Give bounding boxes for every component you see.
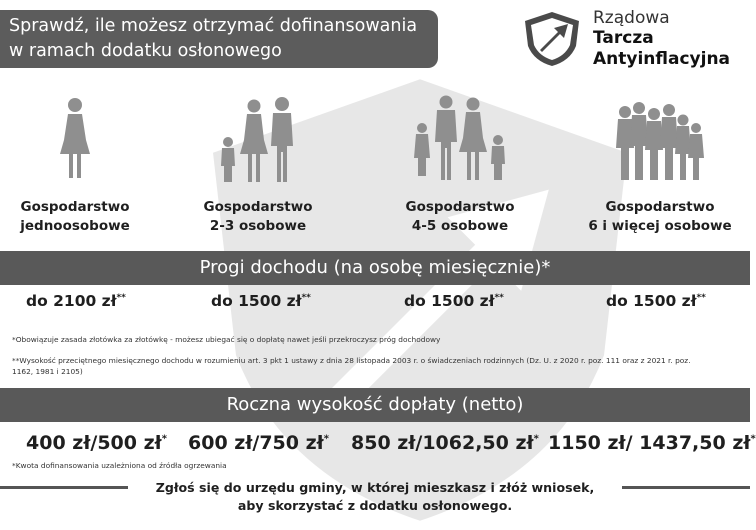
threshold-3-marker: ** (494, 292, 504, 303)
threshold-2-value: do 1500 zł (211, 292, 302, 310)
logo-line-3: Antyinflacyjna (593, 49, 731, 69)
family-large-icon (615, 96, 705, 184)
page-title-line-2: w ramach dodatku osłonowego (9, 41, 282, 61)
page-title-line-1: Sprawdź, ile możesz otrzymać dofinansowania (9, 16, 418, 36)
amount-4-value: 1150 zł/ 1437,50 zł (548, 432, 751, 454)
amount-1-marker: * (161, 433, 167, 445)
family-medium-icon (410, 96, 510, 184)
amount-3-value: 850 zł/1062,50 zł (351, 432, 534, 454)
footer-line-1: Zgłoś się do urzędu gminy, w której mieszkasz i złóż wniosek, (155, 480, 595, 495)
threshold-3 (404, 292, 504, 310)
household-6-plus-line-2: 6 i więcej osobowe (588, 218, 732, 234)
income-section-title: Progi dochodu (na osobę miesięcznie)* (199, 257, 551, 278)
logo-line-1: Rządowa (593, 8, 670, 28)
amount-4-marker: * (750, 433, 756, 445)
household-single-line-2: jednoosobowe (20, 218, 130, 234)
footer-divider-left (0, 486, 128, 489)
household-4-5 (398, 96, 522, 236)
threshold-2 (211, 292, 311, 310)
household-2-3-line-1: Gospodarstwo (203, 199, 313, 215)
amount-3-marker: * (533, 433, 539, 445)
single-person-icon (55, 96, 95, 184)
threshold-3-value: do 1500 zł (404, 292, 495, 310)
threshold-1-marker: ** (116, 292, 126, 303)
logo-line-2: Tarcza (593, 28, 654, 48)
household-4-5-line-1: Gospodarstwo (405, 199, 515, 215)
amount-2 (188, 432, 329, 454)
amount-section-header (0, 388, 750, 422)
income-note-2-line-2: 1162, 1981 i 2105) (12, 367, 83, 376)
footer-line-2: aby skorzystać z dodatku osłonowego. (237, 498, 513, 513)
threshold-4 (606, 292, 706, 310)
threshold-2-marker: ** (301, 292, 311, 303)
amount-section-title: Roczna wysokość dopłaty (netto) (226, 394, 524, 415)
footer-call-to-action (130, 479, 620, 515)
household-4-5-line-2: 4-5 osobowe (411, 218, 509, 234)
page-title-box (0, 10, 438, 68)
income-note-1: *Obowiązuje zasada złotówka za złotówkę - możesz ubiegać się o dopłatę nawet jeśli przekroczysz próg dochodowy (12, 335, 441, 344)
amount-1 (26, 432, 167, 454)
amount-2-value: 600 zł/750 zł (188, 432, 324, 454)
threshold-4-marker: ** (696, 292, 706, 303)
income-section-header (0, 251, 750, 285)
household-single (14, 96, 136, 236)
household-2-3-line-2: 2-3 osobowe (209, 218, 307, 234)
amount-4 (548, 432, 756, 454)
threshold-1 (26, 292, 126, 310)
logo (520, 8, 746, 70)
household-single-line-1: Gospodarstwo (20, 199, 130, 215)
threshold-4-value: do 1500 zł (606, 292, 697, 310)
amount-1-value: 400 zł/500 zł (26, 432, 162, 454)
amount-note: *Kwota dofinansowania uzależniona od źródła ogrzewania (12, 461, 227, 470)
shield-arrow-icon (522, 10, 582, 68)
family-small-icon (216, 96, 300, 184)
threshold-1-value: do 2100 zł (26, 292, 117, 310)
amount-3 (351, 432, 539, 454)
income-note-2 (12, 355, 742, 377)
income-note-2-line-1: **Wysokość przeciętnego miesięcznego dochodu w rozumieniu art. 3 pkt 1 ustawy z dnia 28 listopada 2003 r. o świadczeniach rodzinnych (Dz. U. z 2020 r. poz. 111 oraz z 2021 r. poz. (12, 356, 691, 365)
amount-2-marker: * (323, 433, 329, 445)
household-2-3 (196, 96, 320, 236)
household-6-plus (584, 96, 736, 236)
footer-divider-right (622, 486, 750, 489)
household-6-plus-line-1: Gospodarstwo (605, 199, 715, 215)
